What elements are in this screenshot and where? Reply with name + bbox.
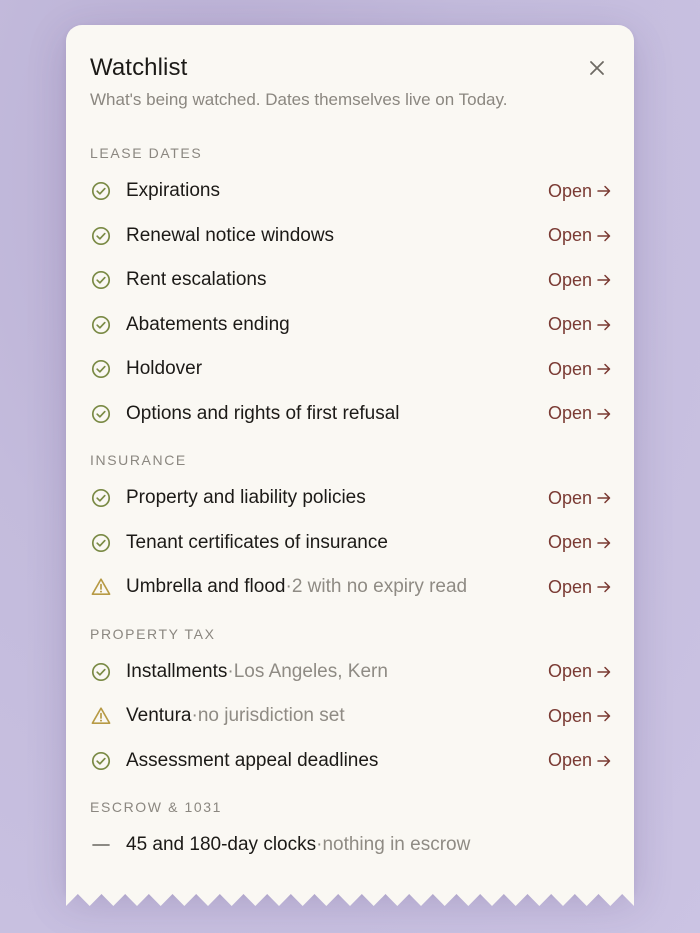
- dash-icon: [90, 834, 112, 856]
- open-link-label: Open: [547, 750, 592, 771]
- watch-item-label: 45 and 180-day clocks: [126, 834, 317, 856]
- section-gap: [90, 436, 612, 450]
- section-gap: [90, 783, 612, 797]
- open-link-label: Open: [547, 225, 592, 246]
- torn-edge: [66, 892, 634, 912]
- watch-item-row: [90, 739, 612, 784]
- open-link[interactable]: [548, 577, 612, 598]
- warning-triangle-icon: [90, 705, 112, 727]
- open-link-label: Open: [547, 576, 592, 597]
- open-link-label: Open: [547, 487, 592, 508]
- open-link[interactable]: [548, 270, 612, 291]
- section-label: ESCROW & 1031: [90, 799, 223, 815]
- close-icon: [584, 55, 610, 81]
- watch-item-row: [90, 214, 612, 259]
- watch-item-label: Tenant certificates of insurance: [126, 531, 388, 553]
- open-link-label: Open: [547, 269, 592, 290]
- open-link[interactable]: [548, 314, 612, 335]
- watch-item-note: · no jurisdiction set: [192, 705, 345, 727]
- check-circle-icon: [90, 314, 112, 336]
- check-circle-icon: [90, 403, 112, 425]
- open-link[interactable]: [548, 532, 612, 553]
- arrow-right-icon: [596, 491, 612, 505]
- arrow-right-icon: [596, 665, 612, 679]
- check-circle-icon: [90, 225, 112, 247]
- watch-item-label: Rent escalations: [126, 269, 267, 291]
- check-circle-icon: [90, 358, 112, 380]
- watch-item-label: Options and rights of first refusal: [126, 402, 400, 424]
- watch-item-label: Umbrella and flood: [126, 576, 286, 598]
- open-link-label: Open: [547, 705, 592, 726]
- watch-item-row: [90, 650, 612, 695]
- open-link-label: Open: [547, 314, 592, 335]
- open-link[interactable]: [548, 225, 612, 246]
- watch-item-note: · 2 with no expiry read: [285, 576, 467, 598]
- arrow-right-icon: [596, 536, 612, 550]
- arrow-right-icon: [596, 318, 612, 332]
- watch-item-note: · nothing in escrow: [316, 834, 470, 856]
- arrow-right-icon: [596, 407, 612, 421]
- arrow-right-icon: [596, 184, 612, 198]
- watch-item-label: Renewal notice windows: [126, 224, 335, 246]
- warning-triangle-icon: [90, 576, 112, 598]
- watch-item-row: [90, 476, 612, 521]
- open-link[interactable]: [548, 488, 612, 509]
- open-link[interactable]: [548, 661, 612, 682]
- arrow-right-icon: [596, 709, 612, 723]
- check-circle-icon: [90, 487, 112, 509]
- open-link-label: Open: [547, 661, 592, 682]
- close-button[interactable]: [584, 55, 610, 81]
- watch-item-label: Abatements ending: [126, 313, 290, 335]
- watch-item-row: [90, 303, 612, 348]
- arrow-right-icon: [596, 580, 612, 594]
- watch-item-label: Assessment appeal deadlines: [126, 749, 379, 771]
- open-link-label: Open: [547, 532, 592, 553]
- panel-header: [90, 53, 610, 111]
- watch-item-label: Expirations: [126, 180, 220, 202]
- check-circle-icon: [90, 661, 112, 683]
- arrow-right-icon: [596, 754, 612, 768]
- open-link[interactable]: [548, 181, 612, 202]
- watch-item-note: · Los Angeles, Kern: [227, 661, 388, 683]
- watch-item-row: [90, 258, 612, 303]
- check-circle-icon: [90, 532, 112, 554]
- check-circle-icon: [90, 750, 112, 772]
- check-circle-icon: [90, 180, 112, 202]
- panel-title: Watchlist: [90, 54, 188, 81]
- open-link-label: Open: [547, 358, 592, 379]
- watch-item-label: Property and liability policies: [126, 487, 366, 509]
- watchlist-sections: [90, 143, 612, 868]
- watch-item-label: Ventura: [126, 705, 192, 727]
- open-link[interactable]: [548, 403, 612, 424]
- section-label: INSURANCE: [90, 452, 187, 468]
- panel-subtitle: What's being watched. Dates themselves live on Today.: [90, 90, 508, 109]
- arrow-right-icon: [596, 229, 612, 243]
- arrow-right-icon: [596, 362, 612, 376]
- open-link[interactable]: [548, 750, 612, 771]
- watchlist-panel: [66, 25, 634, 893]
- open-link[interactable]: [548, 706, 612, 727]
- watch-item-row: [90, 392, 612, 437]
- watch-item-row: [90, 823, 612, 868]
- open-link-label: Open: [547, 180, 592, 201]
- watch-item-row: [90, 521, 612, 566]
- watch-item-row: [90, 347, 612, 392]
- watch-item-row: [90, 565, 612, 610]
- watch-item-label: Installments: [126, 660, 228, 682]
- watch-item-row: [90, 169, 612, 214]
- section-gap: [90, 610, 612, 624]
- open-link-label: Open: [547, 403, 592, 424]
- section-label: PROPERTY TAX: [90, 625, 216, 642]
- watch-item-label: Holdover: [126, 358, 203, 380]
- open-link[interactable]: [548, 359, 612, 380]
- watch-item-row: [90, 694, 612, 739]
- arrow-right-icon: [596, 273, 612, 287]
- check-circle-icon: [90, 269, 112, 291]
- section-label: LEASE DATES: [90, 145, 203, 161]
